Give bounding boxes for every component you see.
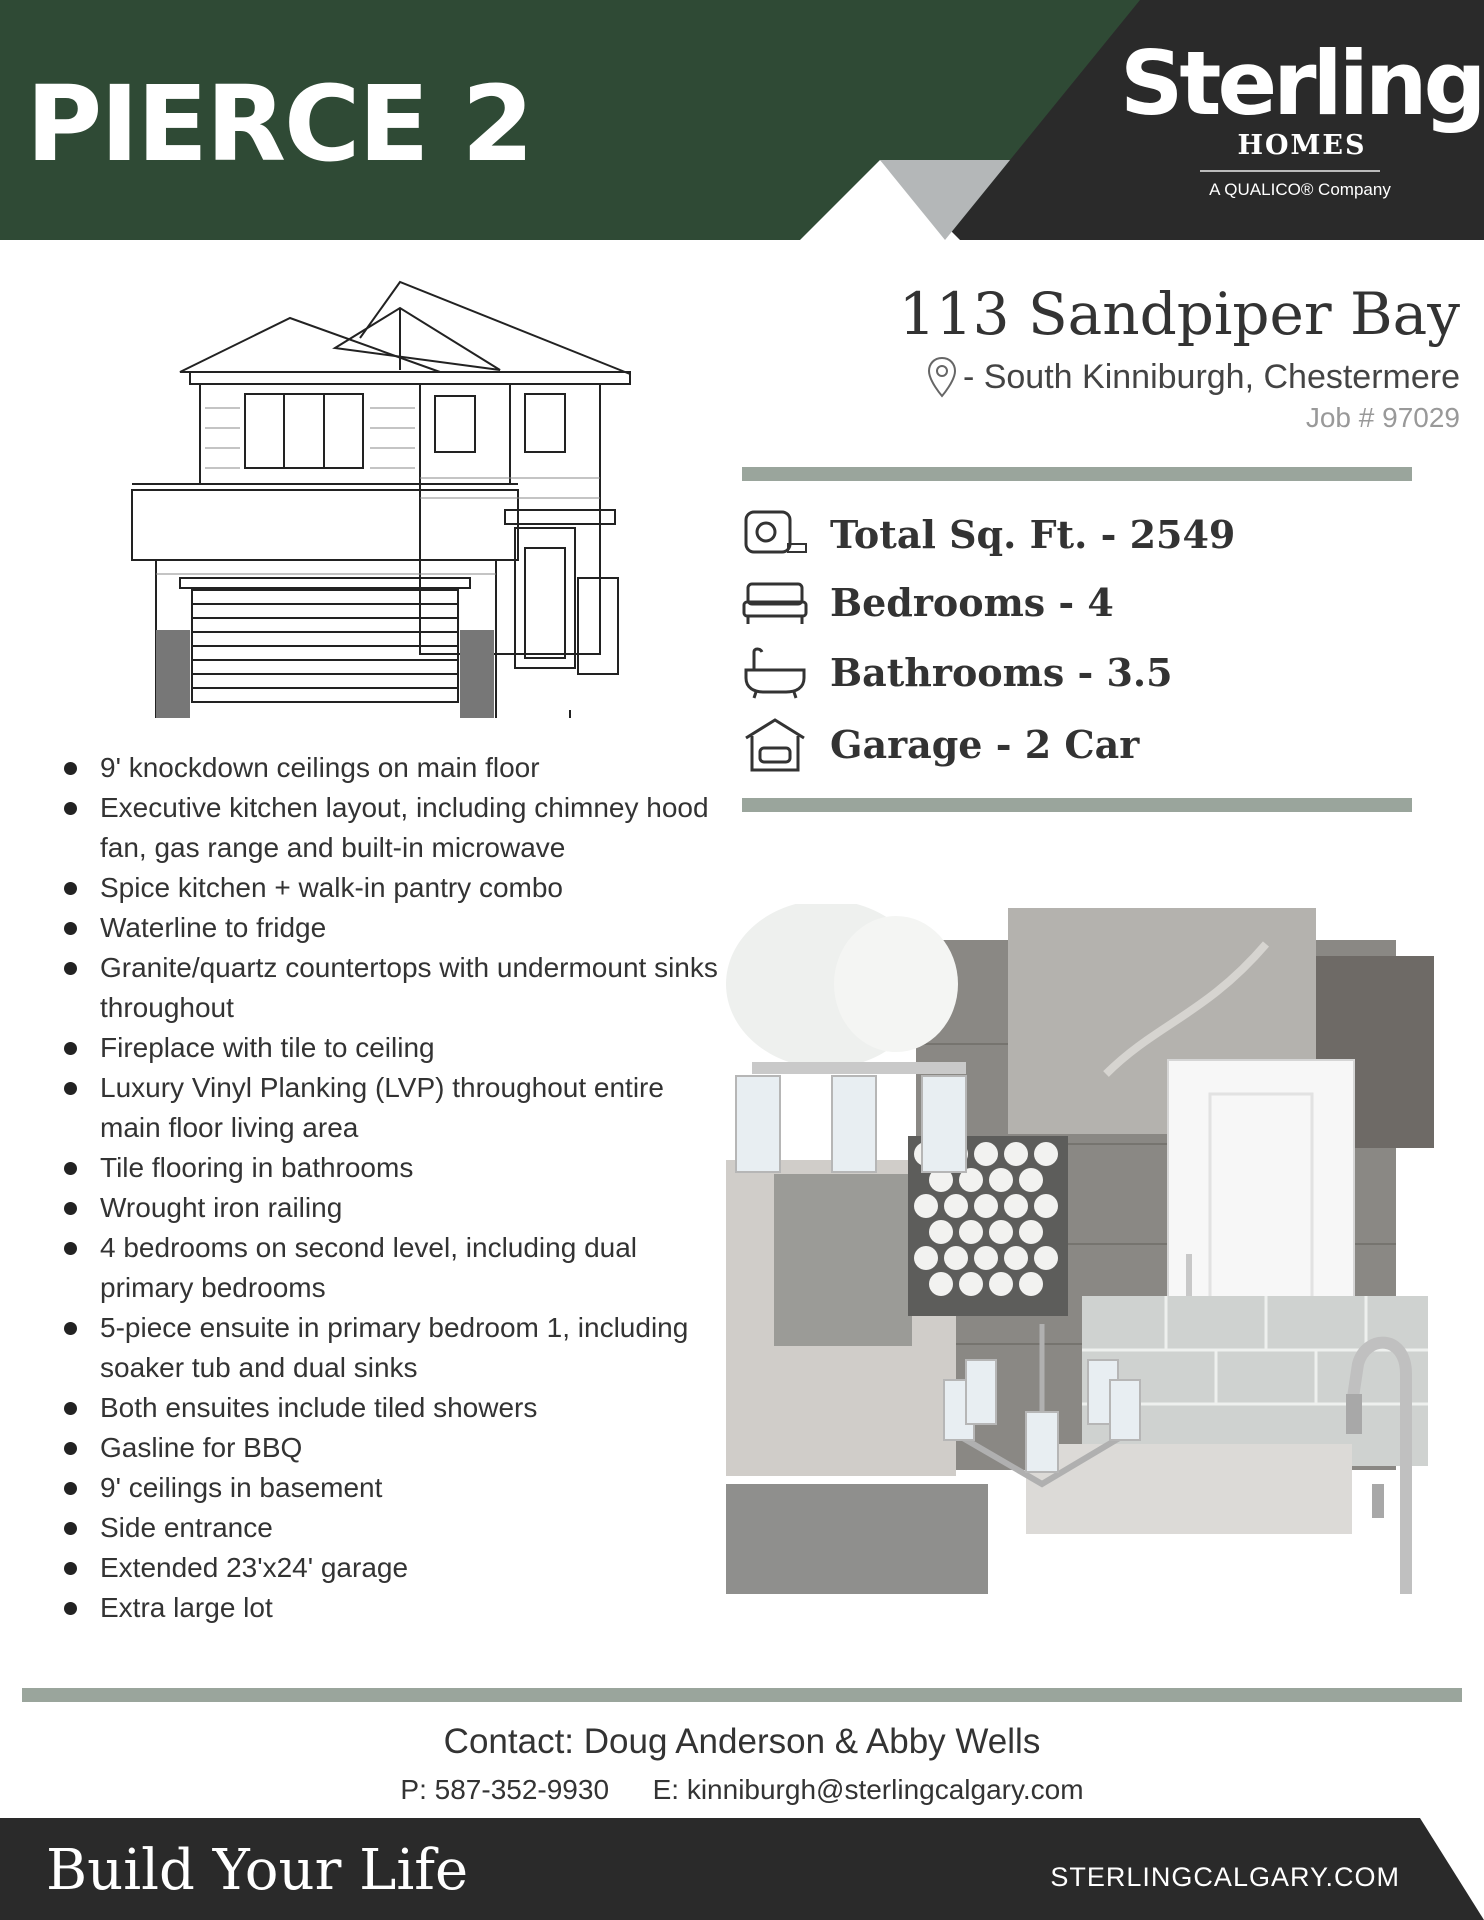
list-item: Extended 23'x24' garage [58, 1548, 718, 1588]
stat-bathrooms-label: Bathrooms - 3.5 [830, 649, 1173, 695]
contact-phone[interactable]: P: 587-352-9930 [400, 1774, 610, 1805]
list-item: Spice kitchen + walk-in pantry combo [58, 868, 718, 908]
list-item: Side entrance [58, 1508, 718, 1548]
list-item: Executive kitchen layout, including chimney hood fan, gas range and built-in microwave [58, 788, 718, 868]
address-title: 113 Sandpiper Bay [898, 280, 1460, 348]
list-item: Luxury Vinyl Planking (LVP) throughout entire main floor living area [58, 1068, 718, 1148]
stone-pillar-right [460, 630, 494, 718]
list-item: Waterline to fridge [58, 908, 718, 948]
list-item: Granite/quartz countertops with undermount sinks throughout [58, 948, 718, 1028]
contact-email[interactable]: E: kinniburgh@sterlingcalgary.com [652, 1774, 1084, 1805]
stat-bedrooms [742, 574, 1114, 630]
garage-icon [742, 716, 808, 772]
vanity-light-fixture [736, 1062, 966, 1172]
contact-line: Contact: Doug Anderson & Abby Wells [443, 1722, 1041, 1761]
list-item: 4 bedrooms on second level, including dual primary bedrooms [58, 1228, 718, 1308]
penny-mosaic-sample [774, 1174, 912, 1346]
header-banner [0, 0, 1484, 240]
divider-contact [22, 1688, 1462, 1702]
logo-tagline: A QUALICO® Company [1209, 180, 1391, 199]
footer-website-link[interactable]: STERLINGCALGARY.COM [1050, 1862, 1400, 1892]
model-title: PIERCE 2 [26, 63, 532, 185]
list-item: Wrought iron railing [58, 1188, 718, 1228]
stat-garage-label: Garage - 2 Car [830, 721, 1140, 767]
stat-bathrooms [742, 644, 1173, 700]
footer-slogan: Build Your Life [46, 1838, 469, 1903]
logo-homes-text: HOMES [1237, 130, 1367, 161]
location-line [927, 356, 1460, 398]
paint-swatch-white [834, 916, 958, 1052]
house-elevation-drawing [100, 278, 640, 718]
logo-divider [1200, 170, 1380, 172]
job-number: Job # 97029 [1305, 402, 1460, 433]
list-item: Extra large lot [58, 1588, 718, 1628]
map-pin-icon [927, 356, 957, 398]
tape-measure-icon [742, 506, 808, 562]
bed-icon [742, 574, 808, 630]
stat-garage [742, 716, 1139, 772]
list-item: Gasline for BBQ [58, 1428, 718, 1468]
stat-sqft-label: Total Sq. Ft. - 2549 [830, 511, 1236, 557]
shower-tile-sample [1026, 1444, 1352, 1534]
finishes-mood-board [726, 904, 1434, 1594]
list-item: Both ensuites include tiled showers [58, 1388, 718, 1428]
divider-top [742, 467, 1412, 481]
list-item: 9' knockdown ceilings on main floor [58, 748, 718, 788]
bathtub-icon [742, 644, 808, 700]
list-item: 9' ceilings in basement [58, 1468, 718, 1508]
list-item: 5-piece ensuite in primary bedroom 1, including soaker tub and dual sinks [58, 1308, 718, 1388]
contact-details [0, 1774, 1484, 1806]
stone-pillar-left [156, 630, 190, 718]
features-list [58, 748, 718, 1628]
stat-sqft [742, 506, 1235, 562]
sterling-logo: Sterling [1120, 32, 1483, 135]
location-text: - South Kinniburgh, Chestermere [962, 357, 1460, 396]
list-item: Tile flooring in bathrooms [58, 1148, 718, 1188]
stat-bedrooms-label: Bedrooms - 4 [830, 579, 1114, 625]
divider-bottom [742, 798, 1412, 812]
list-item: Fireplace with tile to ceiling [58, 1028, 718, 1068]
gray-tile-sample [726, 1484, 988, 1594]
